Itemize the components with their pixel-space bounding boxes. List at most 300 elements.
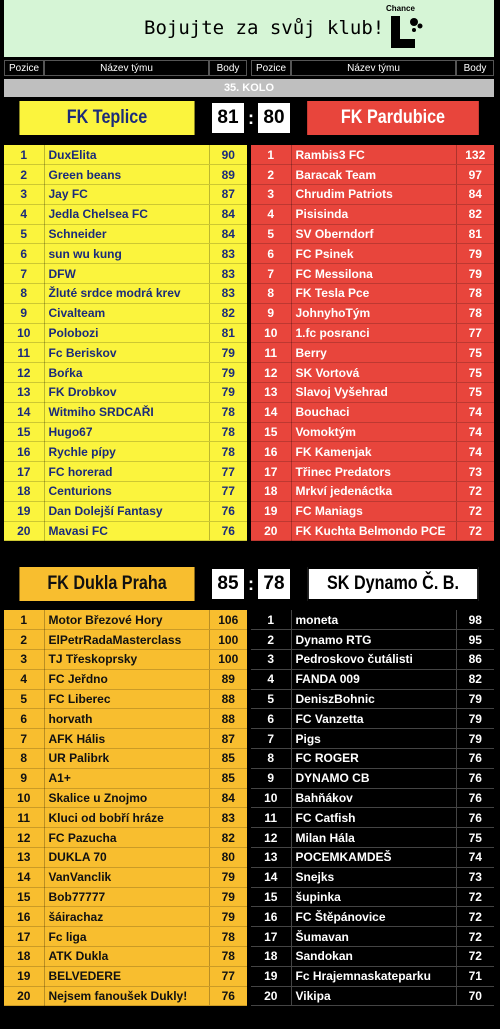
away-score: 78 — [256, 567, 292, 601]
row-points: 74 — [456, 422, 494, 442]
row-position: 17 — [4, 927, 44, 947]
col-points: Body — [456, 60, 494, 76]
table-row — [4, 165, 247, 185]
row-position: 4 — [251, 669, 291, 689]
table-row — [251, 343, 494, 363]
row-points: 84 — [209, 204, 247, 224]
table-row — [4, 808, 247, 828]
row-team-name: FC Liberec — [44, 689, 209, 709]
row-points: 76 — [456, 788, 494, 808]
home-score: 85 — [210, 567, 246, 601]
table-row — [4, 204, 247, 224]
row-points: 81 — [456, 224, 494, 244]
row-position: 15 — [251, 887, 291, 907]
row-position: 16 — [4, 442, 44, 462]
row-points: 83 — [209, 244, 247, 264]
row-team-name: Třinec Predators — [291, 462, 456, 482]
row-position: 7 — [4, 264, 44, 284]
table-row — [251, 363, 494, 383]
table-row — [4, 729, 247, 749]
row-team-name: Bouchaci — [291, 402, 456, 422]
row-points: 76 — [209, 501, 247, 521]
row-points: 100 — [209, 630, 247, 650]
row-team-name: Polobozi — [44, 323, 209, 343]
row-points: 75 — [456, 363, 494, 383]
row-position: 1 — [251, 610, 291, 630]
row-position: 6 — [4, 244, 44, 264]
table-row — [4, 749, 247, 769]
away-team-name: SK Dynamo Č. B. — [307, 567, 479, 601]
round-label: 35. KOLO — [4, 79, 494, 97]
row-points: 78 — [456, 284, 494, 304]
row-points: 79 — [456, 264, 494, 284]
row-position: 11 — [251, 808, 291, 828]
row-points: 82 — [456, 204, 494, 224]
table-row — [4, 422, 247, 442]
table-row — [4, 610, 247, 630]
column-header-right — [251, 60, 494, 76]
row-points: 79 — [456, 689, 494, 709]
table-row — [4, 689, 247, 709]
row-team-name: Witmiho SRDCAŘI — [44, 402, 209, 422]
row-team-name: Fc Beriskov — [44, 343, 209, 363]
row-position: 6 — [251, 709, 291, 729]
row-position: 12 — [251, 363, 291, 383]
row-points: 98 — [456, 610, 494, 630]
row-team-name: FC Catfish — [291, 808, 456, 828]
table-row — [251, 165, 494, 185]
table-row — [4, 185, 247, 205]
table-row — [4, 630, 247, 650]
table-row — [4, 768, 247, 788]
row-position: 19 — [251, 966, 291, 986]
table-row — [251, 867, 494, 887]
standings-table-away-1 — [251, 145, 494, 541]
row-points: 79 — [209, 867, 247, 887]
row-team-name: TJ Třeskoprsky — [44, 650, 209, 670]
row-team-name: Sandokan — [291, 947, 456, 967]
row-position: 20 — [251, 986, 291, 1006]
col-pos: Pozice — [251, 60, 291, 76]
col-team: Název týmu — [44, 60, 209, 76]
row-points: 97 — [456, 165, 494, 185]
table-row — [251, 224, 494, 244]
row-points: 72 — [456, 501, 494, 521]
table-row — [4, 867, 247, 887]
table-row — [251, 749, 494, 769]
table-row — [4, 669, 247, 689]
row-points: 85 — [209, 768, 247, 788]
table-row — [251, 323, 494, 343]
row-points: 79 — [209, 363, 247, 383]
row-points: 74 — [456, 848, 494, 868]
table-row — [4, 343, 247, 363]
table-row — [251, 284, 494, 304]
row-team-name: DuxElita — [44, 145, 209, 165]
row-team-name: Jedla Chelsea FC — [44, 204, 209, 224]
row-team-name: Snejks — [291, 867, 456, 887]
row-team-name: Rychle pípy — [44, 442, 209, 462]
row-team-name: AFK Hális — [44, 729, 209, 749]
row-team-name: šáirachaz — [44, 907, 209, 927]
row-points: 71 — [456, 966, 494, 986]
row-team-name: SK Vortová — [291, 363, 456, 383]
row-points: 79 — [209, 887, 247, 907]
col-team: Název týmu — [291, 60, 456, 76]
row-position: 8 — [4, 749, 44, 769]
table-row — [251, 808, 494, 828]
row-team-name: Green beans — [44, 165, 209, 185]
home-score: 81 — [210, 101, 246, 135]
row-position: 3 — [251, 185, 291, 205]
row-team-name: sun wu kung — [44, 244, 209, 264]
row-points: 89 — [209, 165, 247, 185]
table-row — [4, 966, 247, 986]
row-points: 89 — [209, 669, 247, 689]
row-position: 10 — [4, 323, 44, 343]
row-team-name: Mrkví jedenáctka — [291, 482, 456, 502]
table-row — [251, 422, 494, 442]
table-row — [4, 947, 247, 967]
row-points: 83 — [209, 264, 247, 284]
row-team-name: Jay FC — [44, 185, 209, 205]
table-row — [4, 244, 247, 264]
away-score: 80 — [256, 101, 292, 135]
row-team-name: Hugo67 — [44, 422, 209, 442]
row-points: 83 — [209, 808, 247, 828]
row-points: 79 — [456, 729, 494, 749]
row-points: 78 — [456, 303, 494, 323]
row-team-name: šupinka — [291, 887, 456, 907]
row-points: 75 — [456, 383, 494, 403]
row-position: 18 — [4, 947, 44, 967]
row-team-name: FANDA 009 — [291, 669, 456, 689]
row-position: 5 — [251, 224, 291, 244]
table-row — [251, 204, 494, 224]
table-row — [4, 709, 247, 729]
row-points: 84 — [209, 224, 247, 244]
table-row — [251, 947, 494, 967]
table-row — [251, 907, 494, 927]
row-position: 11 — [251, 343, 291, 363]
score-separator: : — [248, 573, 254, 594]
row-position: 12 — [4, 363, 44, 383]
row-points: 87 — [209, 185, 247, 205]
row-team-name: Chrudim Patriots — [291, 185, 456, 205]
table-row — [251, 610, 494, 630]
table-row — [4, 482, 247, 502]
row-position: 5 — [4, 689, 44, 709]
row-position: 17 — [251, 927, 291, 947]
row-position: 2 — [4, 165, 44, 185]
col-points: Body — [209, 60, 247, 76]
table-row — [4, 303, 247, 323]
row-team-name: Vomoktým — [291, 422, 456, 442]
row-team-name: Dynamo RTG — [291, 630, 456, 650]
row-team-name: Boŕka — [44, 363, 209, 383]
row-team-name: ElPetrRadaMasterclass — [44, 630, 209, 650]
row-team-name: Vikipa — [291, 986, 456, 1006]
row-position: 12 — [251, 828, 291, 848]
row-position: 9 — [4, 768, 44, 788]
row-points: 132 — [456, 145, 494, 165]
row-points: 78 — [209, 402, 247, 422]
row-points: 85 — [209, 749, 247, 769]
row-position: 1 — [4, 145, 44, 165]
row-team-name: FC Psinek — [291, 244, 456, 264]
row-position: 5 — [251, 689, 291, 709]
row-points: 77 — [209, 966, 247, 986]
row-team-name: Kluci od bobří hráze — [44, 808, 209, 828]
row-position: 18 — [251, 947, 291, 967]
row-points: 76 — [456, 749, 494, 769]
table-row — [4, 224, 247, 244]
row-position: 16 — [251, 907, 291, 927]
table-row — [251, 185, 494, 205]
table-row — [251, 848, 494, 868]
row-team-name: JohnyhoTým — [291, 303, 456, 323]
table-row — [251, 768, 494, 788]
row-points: 88 — [209, 709, 247, 729]
row-points: 75 — [456, 343, 494, 363]
row-team-name: Dan Dolejší Fantasy — [44, 501, 209, 521]
row-team-name: Mavasi FC — [44, 521, 209, 541]
row-team-name: Pisisinda — [291, 204, 456, 224]
table-row — [251, 828, 494, 848]
row-team-name: DFW — [44, 264, 209, 284]
row-position: 19 — [251, 501, 291, 521]
table-row — [4, 284, 247, 304]
table-row — [251, 669, 494, 689]
row-position: 10 — [4, 788, 44, 808]
row-points: 78 — [209, 927, 247, 947]
row-position: 13 — [4, 848, 44, 868]
table-row — [4, 650, 247, 670]
column-header-left — [4, 60, 247, 76]
standings-table-away-2 — [251, 610, 494, 1006]
row-position: 20 — [4, 521, 44, 541]
row-team-name: moneta — [291, 610, 456, 630]
row-position: 20 — [251, 521, 291, 541]
table-row — [4, 442, 247, 462]
chance-logo-icon — [389, 14, 427, 52]
row-team-name: DUKLA 70 — [44, 848, 209, 868]
table-row — [251, 986, 494, 1006]
row-points: 72 — [456, 887, 494, 907]
table-row — [251, 788, 494, 808]
row-position: 9 — [4, 303, 44, 323]
match-header-1 — [4, 101, 494, 135]
table-row — [251, 442, 494, 462]
row-team-name: FK Tesla Pce — [291, 284, 456, 304]
row-points: 82 — [209, 303, 247, 323]
row-position: 15 — [4, 887, 44, 907]
row-position: 10 — [251, 788, 291, 808]
row-team-name: POCEMKAMDEŠ — [291, 848, 456, 868]
home-team-name: FK Teplice — [19, 101, 194, 135]
row-team-name: FC ROGER — [291, 749, 456, 769]
row-position: 6 — [4, 709, 44, 729]
row-team-name: SV Oberndorf — [291, 224, 456, 244]
row-points: 78 — [209, 422, 247, 442]
table-row — [251, 689, 494, 709]
home-team-name: FK Dukla Praha — [19, 567, 194, 601]
row-position: 17 — [4, 462, 44, 482]
col-pos: Pozice — [4, 60, 44, 76]
row-points: 73 — [456, 867, 494, 887]
row-team-name: Žluté srdce modrá krev — [44, 284, 209, 304]
row-team-name: FK Kuchta Belmondo PCE — [291, 521, 456, 541]
table-row — [251, 462, 494, 482]
row-position: 15 — [4, 422, 44, 442]
row-team-name: Milan Hála — [291, 828, 456, 848]
row-position: 13 — [251, 383, 291, 403]
row-team-name: Slavoj Vyšehrad — [291, 383, 456, 403]
row-team-name: Pedroskovo čutálisti — [291, 650, 456, 670]
row-points: 84 — [456, 185, 494, 205]
row-points: 81 — [209, 323, 247, 343]
row-points: 88 — [209, 689, 247, 709]
row-team-name: Civalteam — [44, 303, 209, 323]
row-position: 9 — [251, 303, 291, 323]
row-position: 14 — [4, 867, 44, 887]
row-points: 106 — [209, 610, 247, 630]
row-team-name: VanVanclik — [44, 867, 209, 887]
row-position: 19 — [4, 966, 44, 986]
row-team-name: A1+ — [44, 768, 209, 788]
row-team-name: Nejsem fanoušek Dukly! — [44, 986, 209, 1006]
row-points: 72 — [456, 482, 494, 502]
row-points: 87 — [209, 729, 247, 749]
row-points: 78 — [209, 947, 247, 967]
row-team-name: Šumavan — [291, 927, 456, 947]
row-points: 82 — [456, 669, 494, 689]
row-position: 7 — [4, 729, 44, 749]
row-points: 95 — [456, 630, 494, 650]
row-team-name: DeniszBohnic — [291, 689, 456, 709]
row-points: 80 — [209, 848, 247, 868]
row-points: 100 — [209, 650, 247, 670]
row-points: 83 — [209, 284, 247, 304]
row-position: 8 — [251, 749, 291, 769]
row-points: 79 — [456, 244, 494, 264]
row-position: 3 — [4, 650, 44, 670]
row-position: 11 — [4, 808, 44, 828]
table-row — [251, 650, 494, 670]
row-points: 79 — [456, 709, 494, 729]
standings-table-home-2 — [4, 610, 247, 1006]
row-position: 1 — [251, 145, 291, 165]
standings-table-home-1 — [4, 145, 247, 541]
row-team-name: Schneider — [44, 224, 209, 244]
row-position: 9 — [251, 768, 291, 788]
row-points: 77 — [456, 323, 494, 343]
table-row — [251, 244, 494, 264]
row-position: 2 — [4, 630, 44, 650]
row-team-name: FC Štěpánovice — [291, 907, 456, 927]
row-team-name: FC Vanzetta — [291, 709, 456, 729]
row-position: 17 — [251, 462, 291, 482]
row-team-name: Skalice u Znojmo — [44, 788, 209, 808]
table-row — [4, 887, 247, 907]
row-position: 2 — [251, 630, 291, 650]
row-team-name: Bahňákov — [291, 788, 456, 808]
row-points: 75 — [456, 828, 494, 848]
row-team-name: horvath — [44, 709, 209, 729]
row-points: 90 — [209, 145, 247, 165]
row-team-name: FC Messilona — [291, 264, 456, 284]
table-row — [4, 848, 247, 868]
table-row — [4, 986, 247, 1006]
row-team-name: BELVEDERE — [44, 966, 209, 986]
banner-slogan: Bojujte za svůj klub! — [144, 17, 385, 39]
table-row — [4, 462, 247, 482]
row-points: 77 — [209, 462, 247, 482]
table-row — [4, 264, 247, 284]
row-points: 72 — [456, 927, 494, 947]
row-points: 70 — [456, 986, 494, 1006]
row-position: 3 — [251, 650, 291, 670]
row-team-name: Bob77777 — [44, 887, 209, 907]
table-row — [4, 402, 247, 422]
table-row — [251, 402, 494, 422]
table-row — [251, 887, 494, 907]
row-team-name: FC Pazucha — [44, 828, 209, 848]
table-row — [4, 521, 247, 541]
row-points: 76 — [456, 808, 494, 828]
row-position: 4 — [4, 669, 44, 689]
table-row — [251, 630, 494, 650]
row-position: 14 — [4, 402, 44, 422]
table-row — [4, 788, 247, 808]
table-row — [251, 729, 494, 749]
table-row — [4, 927, 247, 947]
table-row — [251, 501, 494, 521]
row-points: 72 — [456, 947, 494, 967]
row-position: 10 — [251, 323, 291, 343]
row-points: 73 — [456, 462, 494, 482]
row-points: 72 — [456, 521, 494, 541]
row-team-name: DYNAMO CB — [291, 768, 456, 788]
row-team-name: Fc liga — [44, 927, 209, 947]
row-points: 79 — [209, 383, 247, 403]
row-team-name: FK Kamenjak — [291, 442, 456, 462]
row-position: 18 — [251, 482, 291, 502]
row-points: 74 — [456, 442, 494, 462]
table-row — [251, 383, 494, 403]
row-team-name: 1.fc posranci — [291, 323, 456, 343]
table-row — [251, 709, 494, 729]
table-row — [251, 264, 494, 284]
row-points: 79 — [209, 907, 247, 927]
row-points: 76 — [209, 521, 247, 541]
row-position: 16 — [4, 907, 44, 927]
row-points: 86 — [456, 650, 494, 670]
row-position: 3 — [4, 185, 44, 205]
row-position: 14 — [251, 867, 291, 887]
row-position: 16 — [251, 442, 291, 462]
table-row — [251, 145, 494, 165]
score-separator: : — [248, 107, 254, 128]
row-team-name: Centurions — [44, 482, 209, 502]
row-position: 5 — [4, 224, 44, 244]
table-row — [4, 145, 247, 165]
row-position: 11 — [4, 343, 44, 363]
row-points: 77 — [209, 482, 247, 502]
table-row — [4, 383, 247, 403]
row-position: 7 — [251, 729, 291, 749]
row-team-name: FC Jeřdno — [44, 669, 209, 689]
